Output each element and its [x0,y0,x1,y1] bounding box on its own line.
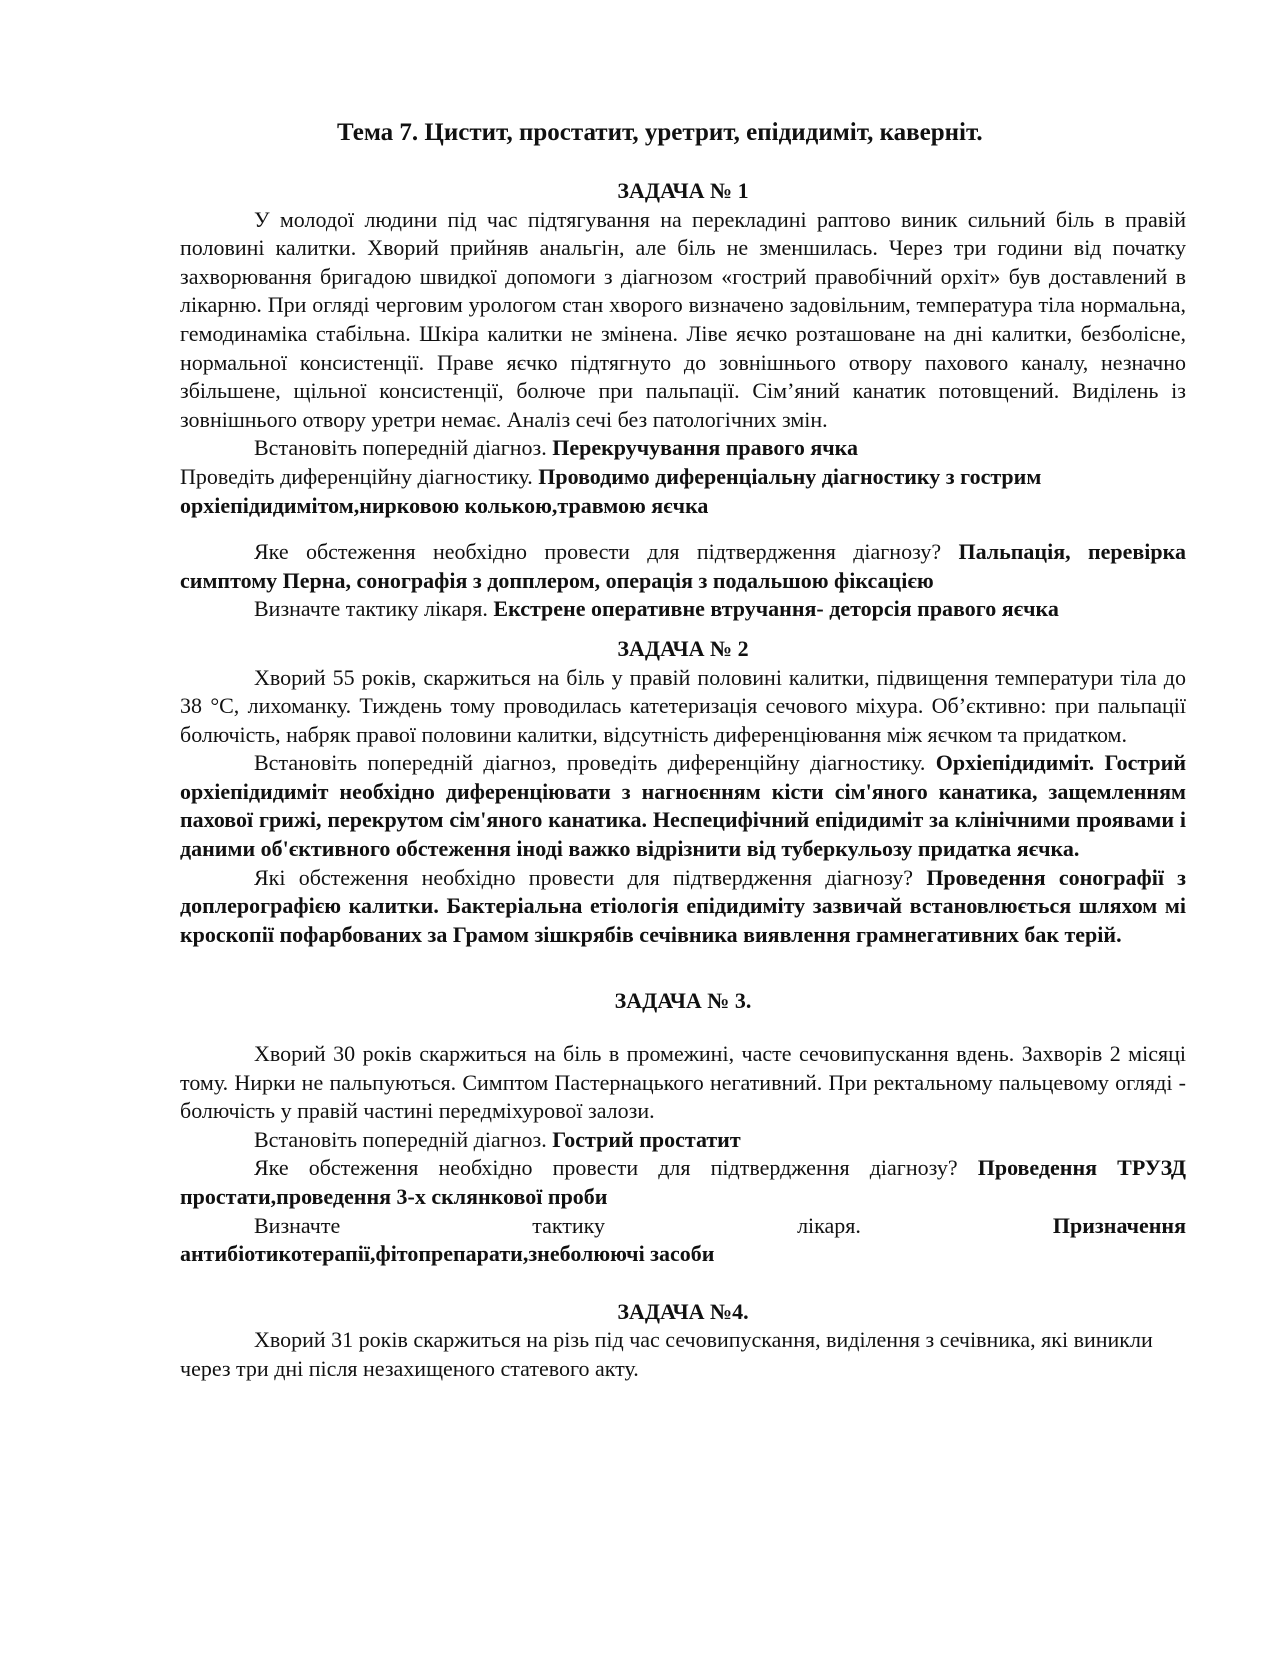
task-1-question-examination [180,538,1186,595]
task-2-question-diagnosis [180,749,1186,863]
task-1-question-differential [180,463,1186,520]
question-label: Встановіть попередній діагноз, проведіть диференційну діагностику. [254,750,926,776]
question-label: Яке обстеження необхідно провести для підтвердження діагнозу? [254,1155,958,1181]
task-1-question-tactics [180,595,1186,624]
task-3-heading: ЗАДАЧА № 3. [614,988,752,1014]
tactics-word: Визначте [254,1212,341,1238]
task-3-question-examination [180,1154,1186,1211]
answer: Орхіепідидиміт. Гострий орхіепідидиміт необхідно диференціювати з нагноєнням кісти сім'яного канатика, защемленням пахової грижі, перекрутом сім'яного канатика. Неспецифічний епідидиміт за клінічними проявами і даними об'єктивного обстеження іноді важко відрізнити від туберкульозу придатка яєчка. [180,750,1186,862]
task-1-heading: ЗАДАЧА № 1 [617,178,749,203]
task-3-question-tactics [180,1212,1186,1241]
task-3-question-diagnosis [180,1126,1186,1155]
question-label: Які обстеження необхідно провести для підтвердження діагнозу? [254,864,914,890]
page-title: Тема 7. Цистит, простатит, уретрит, епідидиміт, каверніт. [337,119,983,146]
question-label: Визначте тактику лікаря. [254,596,488,622]
answer: антибіотикотерапії,фітопрепарати,знеболюючі засоби [180,1241,715,1267]
question-label: Встановіть попередній діагноз. [254,1126,547,1152]
question-label: Яке обстеження необхідно провести для підтвердження діагнозу? [254,539,942,565]
answer: Гострий простатит [552,1126,741,1152]
task-1-text: У молодої людини під час підтягування на перекладині раптово виник сильний біль в правій половині калитки. Хворий прийняв анальгін, але біль не зменшилась. Через три години від початку захворювання бригадою швидкої допомоги з діагнозом «гострий правобічний орхіт» був доставлений в лікарню. При огляді черговим урологом стан хворого визначено задовільним, температура тіла нормальна, гемодинаміка стабільна. Шкіра калитки не змінена. Ліве яєчко розташоване на дні калитки, безболісне, нормальної консистенції. Праве яєчко підтягнуто до зовнішнього отвору пахового каналу, незначно збільшене, щільної консистенції, болюче при пальпації. Сім’яний канатик потовщений. Виділень із зовнішнього отвору уретри немає. Аналіз сечі без патологічних змін. [180,206,1186,432]
task-2-heading: ЗАДАЧА № 2 [617,635,749,661]
answer: Проведення сонографії з доплерографією калитки. Бактеріальна етіологія епідидиміту зазвичай встановлюється шляхом мі кроскопії пофарбованих за Грамом зішкрябів сечівника виявлення грамнегативних бак терій. [180,864,1187,947]
task-2-text: Хворий 55 років, скаржиться на біль у правій половині калитки, підвищення температури тіла до 38 °С, лихоманку. Тиждень тому проводилась катетеризація сечового міхура. Об’єктивно: при пальпації болючість, набряк правої половини калитки, відсутність диференціювання між яєчком та придатком. [180,664,1186,747]
answer: Проводимо диференціальну діагностику з гострим орхіепідидимітом,нирковою колькою,травмою яєчка [180,463,1042,518]
answer: Пальпація, перевірка симптому Перна, сонографія з допплером, операція з подальшою фіксацією [180,539,1186,593]
tactics-word: лікаря. [797,1212,861,1238]
document-page [180,116,1186,1384]
question-label: Проведіть диференційну діагностику. [180,463,533,489]
answer: Призначення [1052,1212,1186,1238]
task-2-question-examination [180,864,1186,950]
task-4-text: Хворий 31 років скаржиться на різь під час сечовипускання, виділення з сечівника, які виникли через три дні після незахищеного статевого акту. [180,1327,1153,1381]
answer: Екстрене оперативне втручання- деторсія правого яєчка [493,596,1059,622]
tactics-word: тактику [532,1212,606,1238]
answer: Перекручування правого ячка [552,435,858,461]
task-1-question-diagnosis [180,434,1186,463]
answer: Проведення ТРУЗД простати,проведення 3-х склянкової проби [180,1155,1187,1209]
task-4-heading: ЗАДАЧА №4. [617,1298,749,1324]
task-3-text: Хворий 30 років скаржиться на біль в промежині, часте сечовипускання вдень. Захворів 2 місяці тому. Нирки не пальпуються. Симптом Пастернацького негативний. При ректальному пальцевому огляді - болючість у правій частині передміхурової залози. [180,1041,1186,1124]
question-label: Встановіть попередній діагноз. [254,435,547,461]
task-3-answer-tactics [180,1240,1186,1269]
